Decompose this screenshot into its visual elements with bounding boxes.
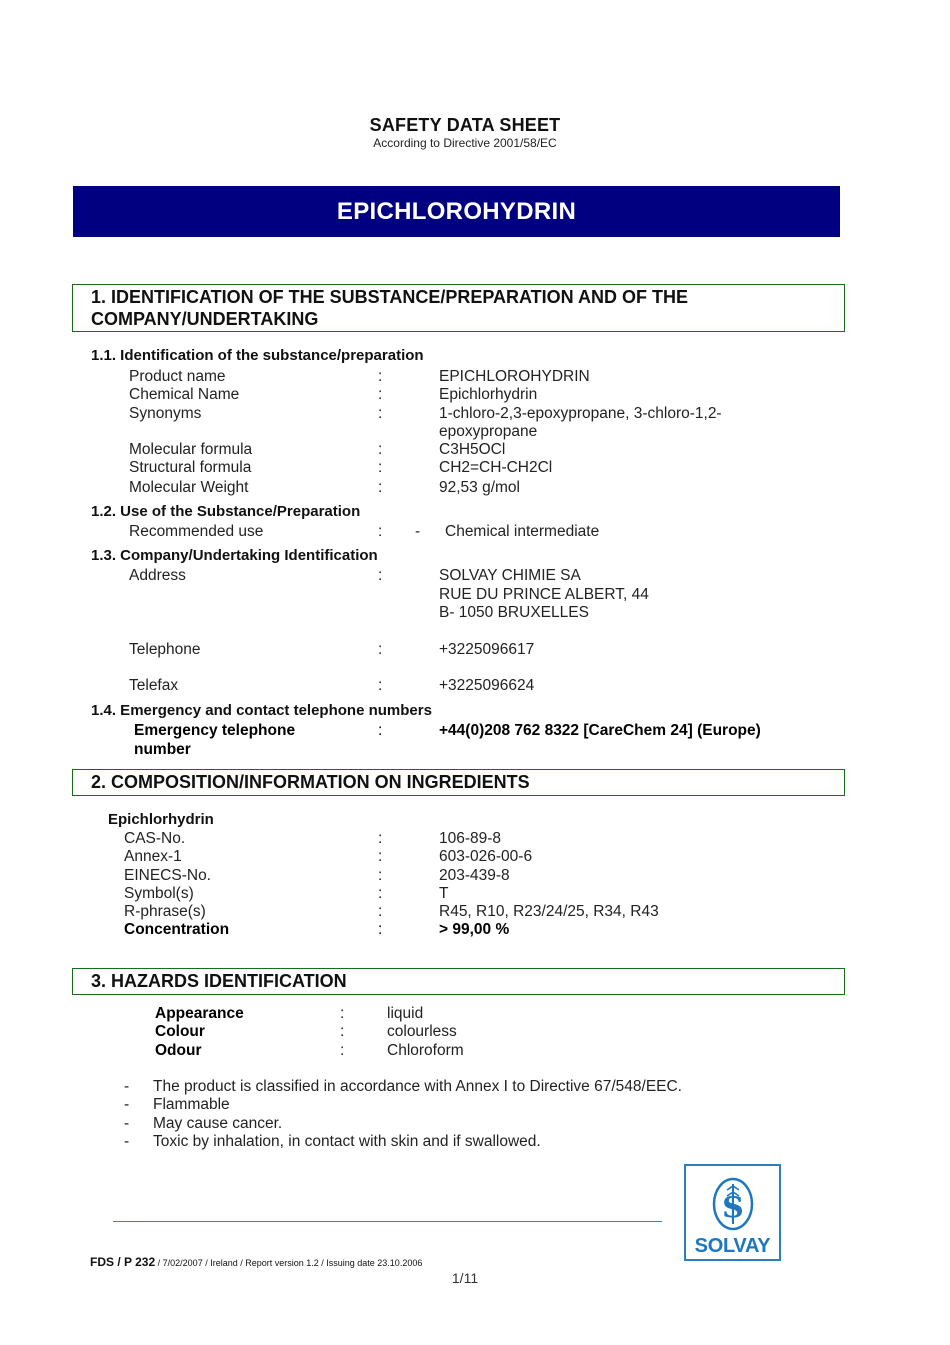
field-value: T bbox=[439, 885, 449, 902]
section-1-heading bbox=[72, 284, 845, 332]
solvay-logo bbox=[684, 1164, 781, 1261]
section-1-title-line2: COMPANY/UNDERTAKING bbox=[91, 309, 319, 329]
solvay-emblem-icon bbox=[686, 1166, 779, 1236]
list-bullet: - bbox=[124, 1133, 130, 1150]
section-3-heading bbox=[72, 968, 845, 995]
field-label: Symbol(s) bbox=[124, 885, 194, 902]
property-label: Colour bbox=[155, 1023, 205, 1040]
section-2-heading bbox=[72, 769, 845, 796]
field-label: Molecular formula bbox=[129, 441, 253, 458]
field-value-continued: epoxypropane bbox=[439, 423, 538, 440]
field-colon: : bbox=[378, 921, 383, 938]
list-bullet: - bbox=[124, 1078, 130, 1095]
subsection-1-1-heading: 1.1. Identification of the substance/preparation bbox=[91, 347, 424, 364]
section-1-title-line1: 1. IDENTIFICATION OF THE SUBSTANCE/PREPARATION AND OF THE bbox=[91, 287, 689, 307]
list-bullet: - bbox=[124, 1096, 130, 1113]
document-code: FDS / P 232 bbox=[90, 1255, 156, 1269]
list-item: Flammable bbox=[153, 1096, 230, 1113]
field-colon: : bbox=[378, 405, 383, 422]
property-label: Appearance bbox=[155, 1005, 244, 1022]
field-colon: : bbox=[340, 1042, 345, 1059]
field-colon: : bbox=[378, 441, 383, 458]
field-value: EPICHLOROHYDRIN bbox=[439, 368, 590, 385]
subsection-1-2-heading: 1.2. Use of the Substance/Preparation bbox=[91, 503, 361, 520]
field-value: 106-89-8 bbox=[439, 830, 502, 847]
telephone-value: +3225096617 bbox=[439, 641, 535, 658]
field-label: Product name bbox=[129, 368, 226, 385]
footer-reference bbox=[90, 1255, 422, 1269]
subsection-1-4-heading: 1.4. Emergency and contact telephone numbers bbox=[91, 702, 432, 719]
list-bullet: - bbox=[124, 1115, 130, 1132]
logo-wordmark: SOLVAY bbox=[694, 1235, 771, 1257]
section-3-title: 3. HAZARDS IDENTIFICATION bbox=[91, 971, 347, 991]
field-colon: : bbox=[378, 567, 383, 584]
field-value: 92,53 g/mol bbox=[439, 479, 520, 496]
product-banner bbox=[73, 186, 840, 237]
field-label: Molecular Weight bbox=[129, 479, 249, 496]
field-label: Synonyms bbox=[129, 405, 202, 422]
field-value: 1-chloro-2,3-epoxypropane, 3-chloro-1,2- bbox=[439, 405, 722, 422]
field-label: Address bbox=[129, 567, 186, 584]
field-value: Chemical intermediate bbox=[445, 523, 600, 540]
field-colon: : bbox=[340, 1023, 345, 1040]
field-label: Structural formula bbox=[129, 459, 252, 476]
field-label: R-phrase(s) bbox=[124, 903, 206, 920]
substance-name: Epichlorhydrin bbox=[108, 811, 214, 828]
address-line: RUE DU PRINCE ALBERT, 44 bbox=[439, 586, 649, 603]
field-colon: : bbox=[378, 459, 383, 476]
address-line: B- 1050 BRUXELLES bbox=[439, 604, 589, 621]
field-label: Telephone bbox=[129, 641, 201, 658]
footer-divider bbox=[113, 1221, 662, 1222]
field-colon: : bbox=[378, 903, 383, 920]
concentration-value: > 99,00 % bbox=[439, 921, 510, 938]
field-value: CH2=CH-CH2Cl bbox=[439, 459, 553, 476]
address-line: SOLVAY CHIMIE SA bbox=[439, 567, 581, 584]
property-value: colourless bbox=[387, 1023, 457, 1040]
document-title: SAFETY DATA SHEET bbox=[369, 115, 561, 135]
field-label-continued: number bbox=[134, 741, 191, 758]
field-colon: : bbox=[340, 1005, 345, 1022]
field-colon: : bbox=[378, 386, 383, 403]
logo-symbol: $ bbox=[721, 1186, 745, 1226]
field-colon: : bbox=[378, 523, 383, 540]
subsection-1-3-heading: 1.3. Company/Undertaking Identification bbox=[91, 547, 378, 564]
property-value: Chloroform bbox=[387, 1042, 464, 1059]
field-label: EINECS-No. bbox=[124, 867, 211, 884]
field-label: Concentration bbox=[124, 921, 230, 938]
list-item: The product is classified in accordance with Annex I to Directive 67/548/EEC. bbox=[153, 1078, 682, 1095]
document-details: / 7/02/2007 / Ireland / Report version 1.2 / Issuing date 23.10.2006 bbox=[155, 1258, 423, 1268]
field-colon: : bbox=[378, 479, 383, 496]
field-colon: : bbox=[378, 368, 383, 385]
list-item: Toxic by inhalation, in contact with skin and if swallowed. bbox=[153, 1133, 541, 1150]
field-value: Epichlorhydrin bbox=[439, 386, 538, 403]
page-number: 1/11 bbox=[451, 1270, 479, 1286]
property-label: Odour bbox=[155, 1042, 202, 1059]
field-label: Recommended use bbox=[129, 523, 264, 540]
field-value: 603-026-00-6 bbox=[439, 848, 533, 865]
field-colon: : bbox=[378, 830, 383, 847]
field-label: Chemical Name bbox=[129, 386, 240, 403]
field-label: Emergency telephone bbox=[134, 722, 296, 739]
field-colon: : bbox=[378, 677, 383, 694]
field-colon: : bbox=[378, 722, 383, 739]
field-colon: : bbox=[378, 867, 383, 884]
field-label: Telefax bbox=[129, 677, 179, 694]
emergency-phone-value: +44(0)208 762 8322 [CareChem 24] (Europe) bbox=[439, 722, 761, 739]
field-value: 203-439-8 bbox=[439, 867, 510, 884]
field-label: CAS-No. bbox=[124, 830, 186, 847]
field-dash: - bbox=[415, 523, 421, 540]
document-subtitle: According to Directive 2001/58/EC bbox=[373, 136, 557, 150]
property-value: liquid bbox=[387, 1005, 424, 1022]
telefax-value: +3225096624 bbox=[439, 677, 535, 694]
field-colon: : bbox=[378, 641, 383, 658]
field-value: R45, R10, R23/24/25, R34, R43 bbox=[439, 903, 659, 920]
section-2-title: 2. COMPOSITION/INFORMATION ON INGREDIENTS bbox=[91, 772, 530, 792]
list-item: May cause cancer. bbox=[153, 1115, 283, 1132]
field-colon: : bbox=[378, 885, 383, 902]
field-value: C3H5OCl bbox=[439, 441, 506, 458]
banner-text: EPICHLOROHYDRIN bbox=[336, 197, 577, 225]
field-label: Annex-1 bbox=[124, 848, 182, 865]
field-colon: : bbox=[378, 848, 383, 865]
